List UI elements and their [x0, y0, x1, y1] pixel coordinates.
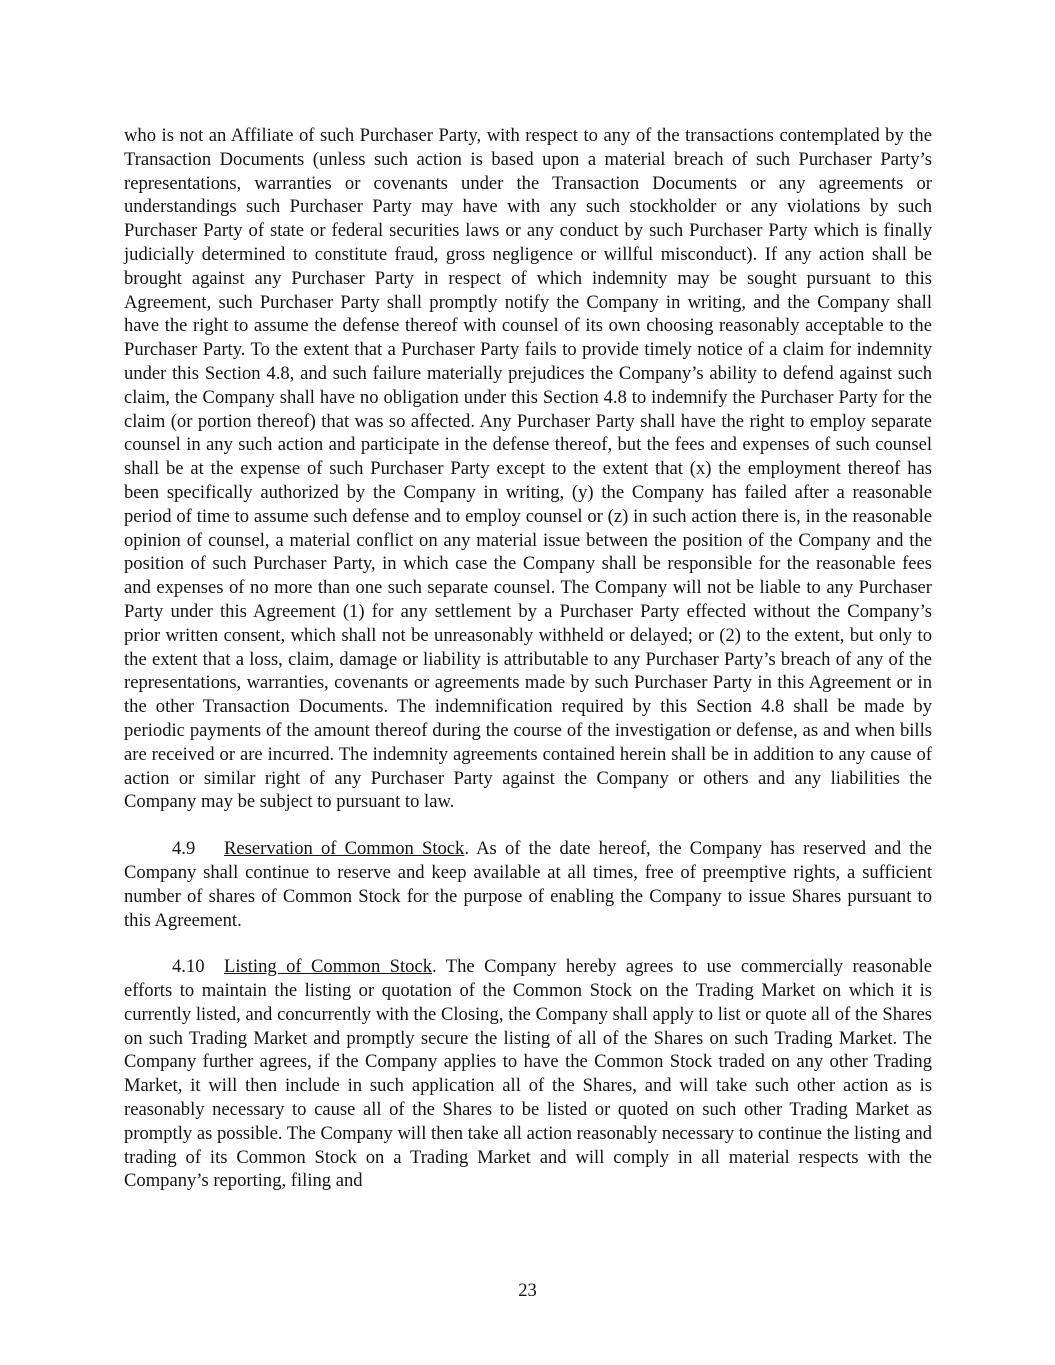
section-4-9	[124, 837, 932, 932]
section-body: . As of the date hereof, the Company has reserved and the Company shall continue to reserve and keep available at all times, free of preemptive rights, a sufficient number of shares of Common Stock for the purpose of enabling the Company to issue Shares pursuant to this Agreement.	[124, 838, 932, 931]
document-page	[124, 124, 932, 1193]
section-heading: Reservation of Common Stock	[224, 838, 465, 860]
section-heading: Listing of Common Stock	[224, 956, 433, 978]
page-number: 23	[518, 1280, 537, 1301]
section-number: 4.10	[172, 956, 205, 978]
section-body: . The Company hereby agrees to use commercially reasonable efforts to maintain the listing or quotation of the Common Stock on the Trading Market on which it is currently listed, and concurrently with the Closing, the Company shall apply to list or quote all of the Shares on such Trading Market and promptly secure the listing of all of the Shares on such Trading Market. The Company further agrees, if the Company applies to have the Common Stock traded on any other Trading Market, it will then include in such application all of the Shares, and will take such other action as is reasonably necessary to cause all of the Shares to be listed or quoted on such other Trading Market as promptly as possible. The Company will then take all action reasonably necessary to continue the listing and trading of its Common Stock on a Trading Market and will comply in all material respects with the Company’s reporting, filing and	[124, 956, 932, 1192]
section-4-10	[124, 955, 932, 1193]
continuation-paragraph: who is not an Affiliate of such Purchaser Party, with respect to any of the transactions contemplated by the Transaction Documents (unless such action is based upon a material breach of such Purchaser Party’s representations, warranties or covenants under the Transaction Documents or any agreements or understandings such Purchaser Party may have with any such stockholder or any violations by such Purchaser Party of state or federal securities laws or any conduct by such Purchaser Party which is finally judicially determined to constitute fraud, gross negligence or willful misconduct). If any action shall be brought against any Purchaser Party in respect of which indemnity may be sought pursuant to this Agreement, such Purchaser Party shall promptly notify the Company in writing, and the Company shall have the right to assume the defense thereof with counsel of its own choosing reasonably acceptable to the Purchaser Party. To the extent that a Purchaser Party fails to provide timely notice of a claim for indemnity under this Section 4.8, and such failure materially prejudices the Company’s ability to defend against such claim, the Company shall have no obligation under this Section 4.8 to indemnify the Purchaser Party for the claim (or portion thereof) that was so affected. Any Purchaser Party shall have the right to employ separate counsel in any such action and participate in the defense thereof, but the fees and expenses of such counsel shall be at the expense of such Purchaser Party except to the extent that (x) the employment thereof has been specifically authorized by the Company in writing, (y) the Company has failed after a reasonable period of time to assume such defense and to employ counsel or (z) in such action there is, in the reasonable opinion of counsel, a material conflict on any material issue between the position of the Company and the position of such Purchaser Party, in which case the Company shall be responsible for the reasonable fees and expenses of no more than one such separate counsel. The Company will not be liable to any Purchaser Party under this Agreement (1) for any settlement by a Purchaser Party effected without the Company’s prior written consent, which shall not be unreasonably withheld or delayed; or (2) to the extent, but only to the extent that a loss, claim, damage or liability is attributable to any Purchaser Party’s breach of any of the representations, warranties, covenants or agreements made by such Purchaser Party in this Agreement or in the other Transaction Documents. The indemnification required by this Section 4.8 shall be made by periodic payments of the amount thereof during the course of the investigation or defense, as and when bills are received or are incurred. The indemnity agreements contained herein shall be in addition to any cause of action or similar right of any Purchaser Party against the Company or others and any liabilities the Company may be subject to pursuant to law.	[124, 125, 932, 813]
section-number: 4.9	[172, 838, 196, 860]
